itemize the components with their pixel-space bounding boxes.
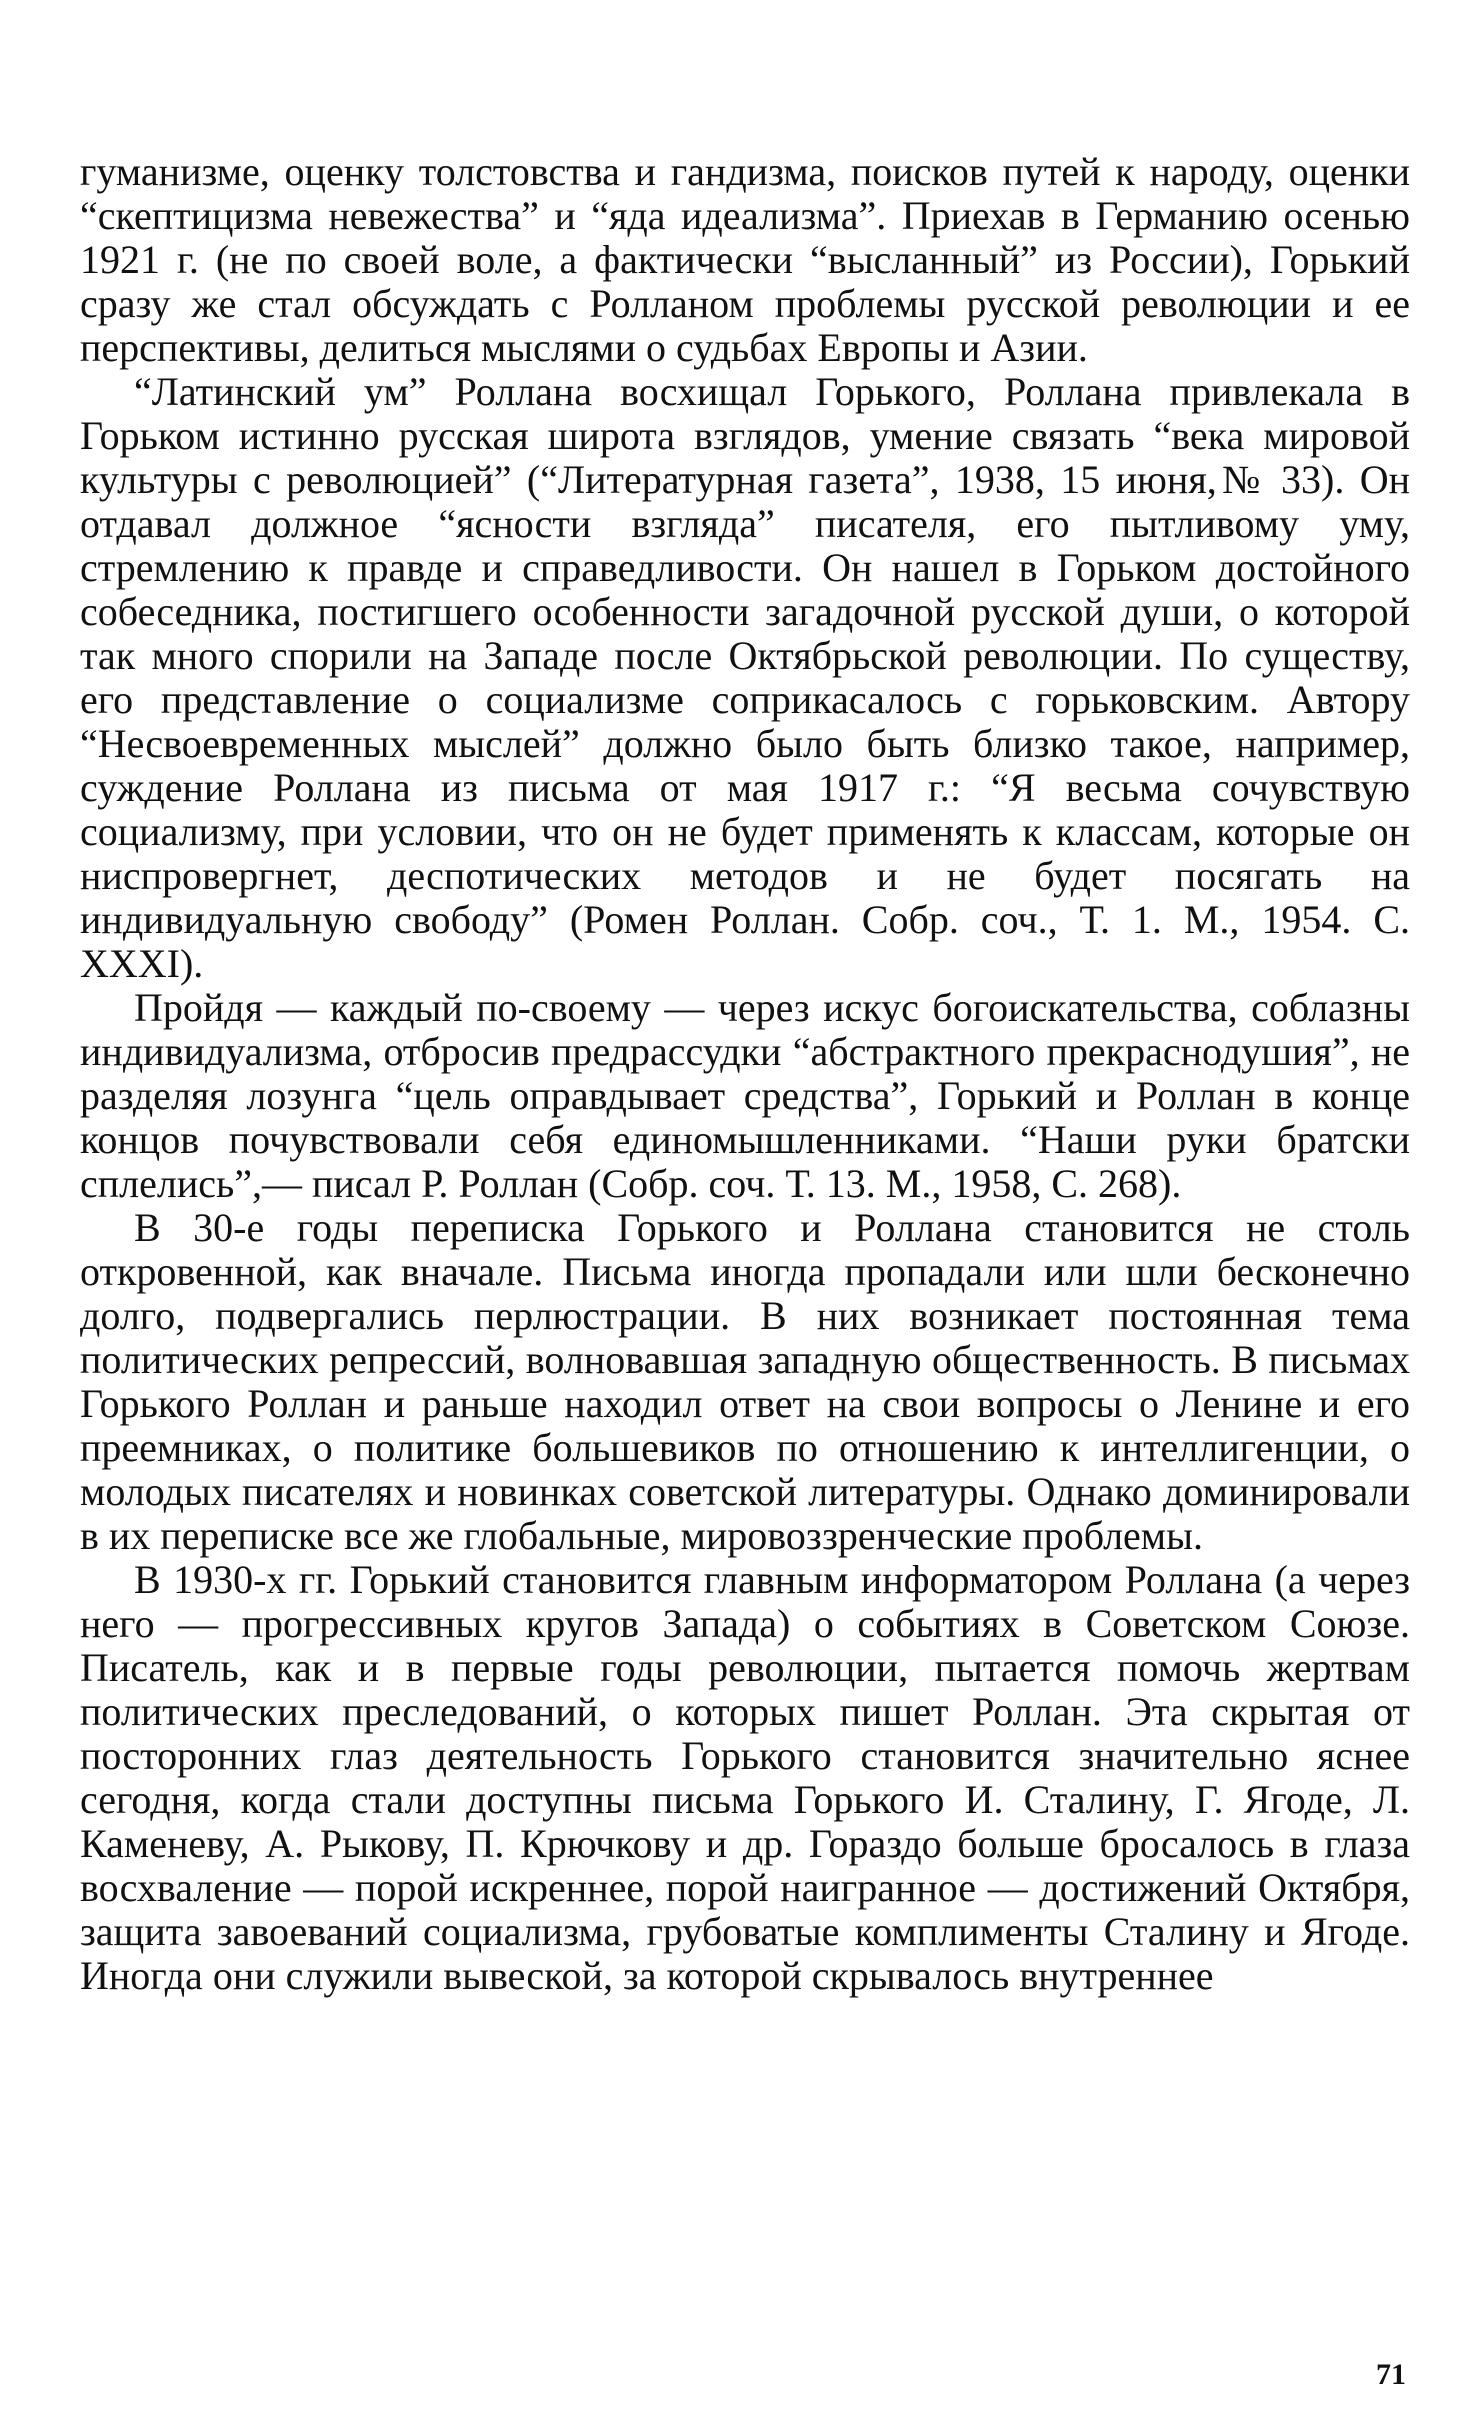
paragraph-2: “Латинский ум” Роллана восхищал Горького, Роллана привлекала в Горьком истинно русская широта взглядов, умение связать “века мировой культуры с революцией” (“Литературная газета”, 1938, 15 июня,№ 33). Он отдавал должное “ясности взгляда” писателя, его пытливому уму, стремлению к правде и справедливости. Он нашел в Горьком достойного собеседника, постигшего особенности загадочной русской души, о которой так много спорили на Западе после Октябрьской революции. По существу, его представление о социализме соприкасалось с горьковским. Автору “Несвоевременных мыслей” должно было быть близко такое, например, суждение Роллана из письма от мая 1917 г.: “Я весьма сочувствую социализму, при условии, что он не будет применять к классам, которые он ниспровергнет, деспотических методов и не будет посягать на индивидуальную свободу” (Ромен Роллан. Собр. соч., Т. 1. М., 1954. С. XXXI). bbox=[80, 369, 1410, 986]
page-number: 71 bbox=[1376, 2358, 1406, 2391]
paragraph-4: В 30-е годы переписка Горького и Роллана становится не столь откровенной, как вначале. Письма иногда пропадали или шли бесконечно долго, подвергались перлюстрации. В них возникает постоянная тема политических репрессий, волновавшая западную общественность. В письмах Горького Роллан и раньше находил ответ на свои вопросы о Ленине и его преемниках, о политике большевиков по отношению к интеллигенции, о молодых писателях и новинках советской литературы. Однако доминировали в их переписке все же глобальные, мировоззренческие проблемы. bbox=[80, 1205, 1410, 1558]
paragraph-1: гуманизме, оценку толстовства и гандизма, поисков путей к народу, оценки “скептицизма невежества” и “яда идеализма”. Приехав в Германию осенью 1921 г. (не по своей воле, а фактически “высланный” из России), Горький сразу же стал обсуждать с Ролланом проблемы русской революции и ее перспективы, делиться мыслями о судьбах Европы и Азии. bbox=[80, 149, 1410, 370]
paragraph-5: В 1930-х гг. Горький становится главным информатором Роллана (а через него — прогрессивных кругов Запада) о событиях в Советском Союзе. Писатель, как и в первые годы революции, пытается помочь жертвам политических преследований, о которых пишет Роллан. Эта скрытая от посторонних глаз деятельность Горького становится значительно яснее сегодня, когда стали доступны письма Горького И. Сталину, Г. Ягоде, Л. Каменеву, А. Рыкову, П. Крючкову и др. Гораздо больше бросалось в глаза восхваление — порой искреннее, порой наигранное — достижений Октября, защита завоеваний социализма, грубоватые комплименты Сталину и Ягоде. Иногда они служили вывеской, за которой скрывалось внутреннее bbox=[80, 1557, 1410, 1998]
page-body bbox=[80, 150, 1410, 1998]
paragraph-3: Пройдя — каждый по-своему — через искус богоискательства, соблазны индивидуализма, отбросив предрассудки “абстрактного прекраснодушия”, не разделяя лозунга “цель оправдывает средства”, Горький и Роллан в конце концов почувствовали себя единомышленниками. “Наши руки братски сплелись”,— писал Р. Роллан (Собр. соч. Т. 13. М., 1958, С. 268). bbox=[80, 985, 1410, 1206]
